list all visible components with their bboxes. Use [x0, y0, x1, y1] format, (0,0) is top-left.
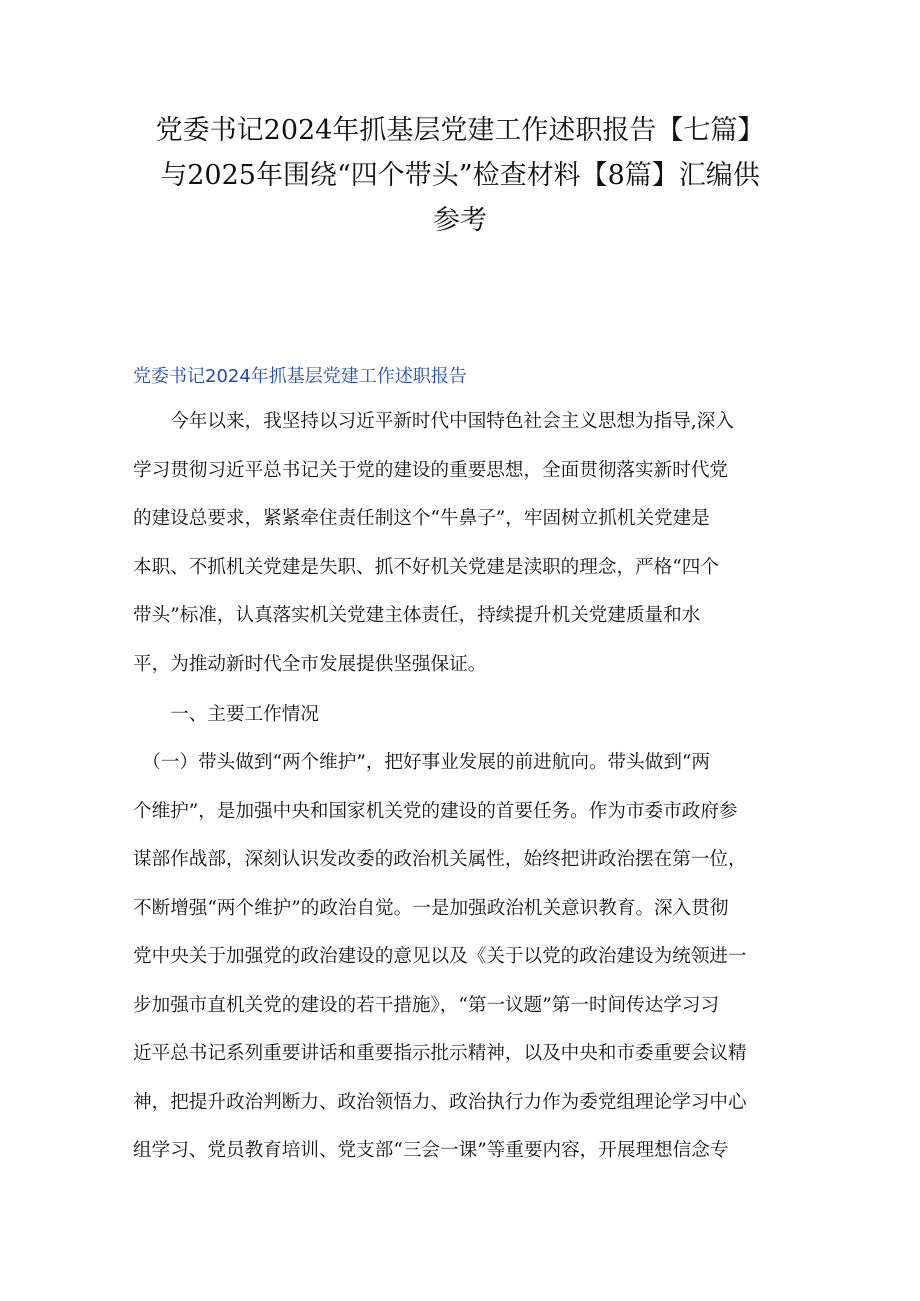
paragraph-line: 今年以来，我坚持以习近平新时代中国特色社会主义思想为指导,深入 — [133, 411, 734, 432]
paragraph-line: 的建设总要求，紧紧牵住责任制这个“牛鼻子”，牢固树立抓机关党建是 — [133, 508, 710, 529]
paragraph-work — [133, 739, 793, 1176]
paragraph-line: 个维护”，是加强中央和国家机关党的建设的首要任务。作为市委市政府参 — [133, 800, 738, 822]
paragraph-line: 平，为推动新时代全市发展提供坚强保证。 — [133, 653, 487, 675]
paragraph-line: 组学习、党员教育培训、党支部“三会一课”等重要内容，开展理想信念专 — [133, 1140, 729, 1161]
paragraph-line: 神，把提升政治判断力、政治领悟力、政治执行力作为委党组理论学习中心 — [133, 1091, 747, 1113]
paragraph-line: 带头”标准，认真落实机关党建主体责任，持续提升机关党建质量和水 — [133, 605, 701, 626]
paragraph-line: 不断增强“两个维护”的政治自觉。一是加强政治机关意识教育。深入贯彻 — [133, 897, 729, 919]
paragraph-intro — [133, 398, 793, 689]
section-heading-text: 一、主要工作情况 — [133, 704, 319, 725]
section-link[interactable]: 党委书记2024年抓基层党建工作述职报告 — [133, 366, 467, 387]
paragraph-line: 学习贯彻习近平总书记关于党的建设的重要思想，全面贯彻落实新时代党 — [133, 459, 729, 481]
paragraph-line: （一）带头做到“两个维护”，把好事业发展的前进航向。带头做到“两 — [133, 752, 711, 773]
paragraph-line: 党中央关于加强党的政治建设的意见以及《关于以党的政治建设为统领进一 — [133, 946, 747, 967]
document-title-line-2: 与2025年围绕“四个带头”检查材料【8篇】汇编供 — [160, 160, 760, 191]
document-title-line-3: 参考 — [433, 205, 487, 236]
document-title-line-1: 党委书记2024年抓基层党建工作述职报告【七篇】 — [155, 115, 765, 146]
paragraph-line: 本职、不抓机关党建是失职、抓不好机关党建是渎职的理念，严格“四个 — [133, 556, 719, 578]
section-heading — [133, 691, 793, 740]
paragraph-line: 步加强市直机关党的建设的若干措施》，“第一议题”第一时间传达学习习 — [133, 994, 720, 1016]
document-title — [120, 108, 800, 243]
paragraph-line: 近平总书记系列重要讲话和重要指示批示精神，以及中央和市委重要会议精 — [133, 1043, 747, 1064]
paragraph-line: 谋部作战部，深刻认识发改委的政治机关属性，始终把讲政治摆在第一位， — [133, 849, 747, 870]
